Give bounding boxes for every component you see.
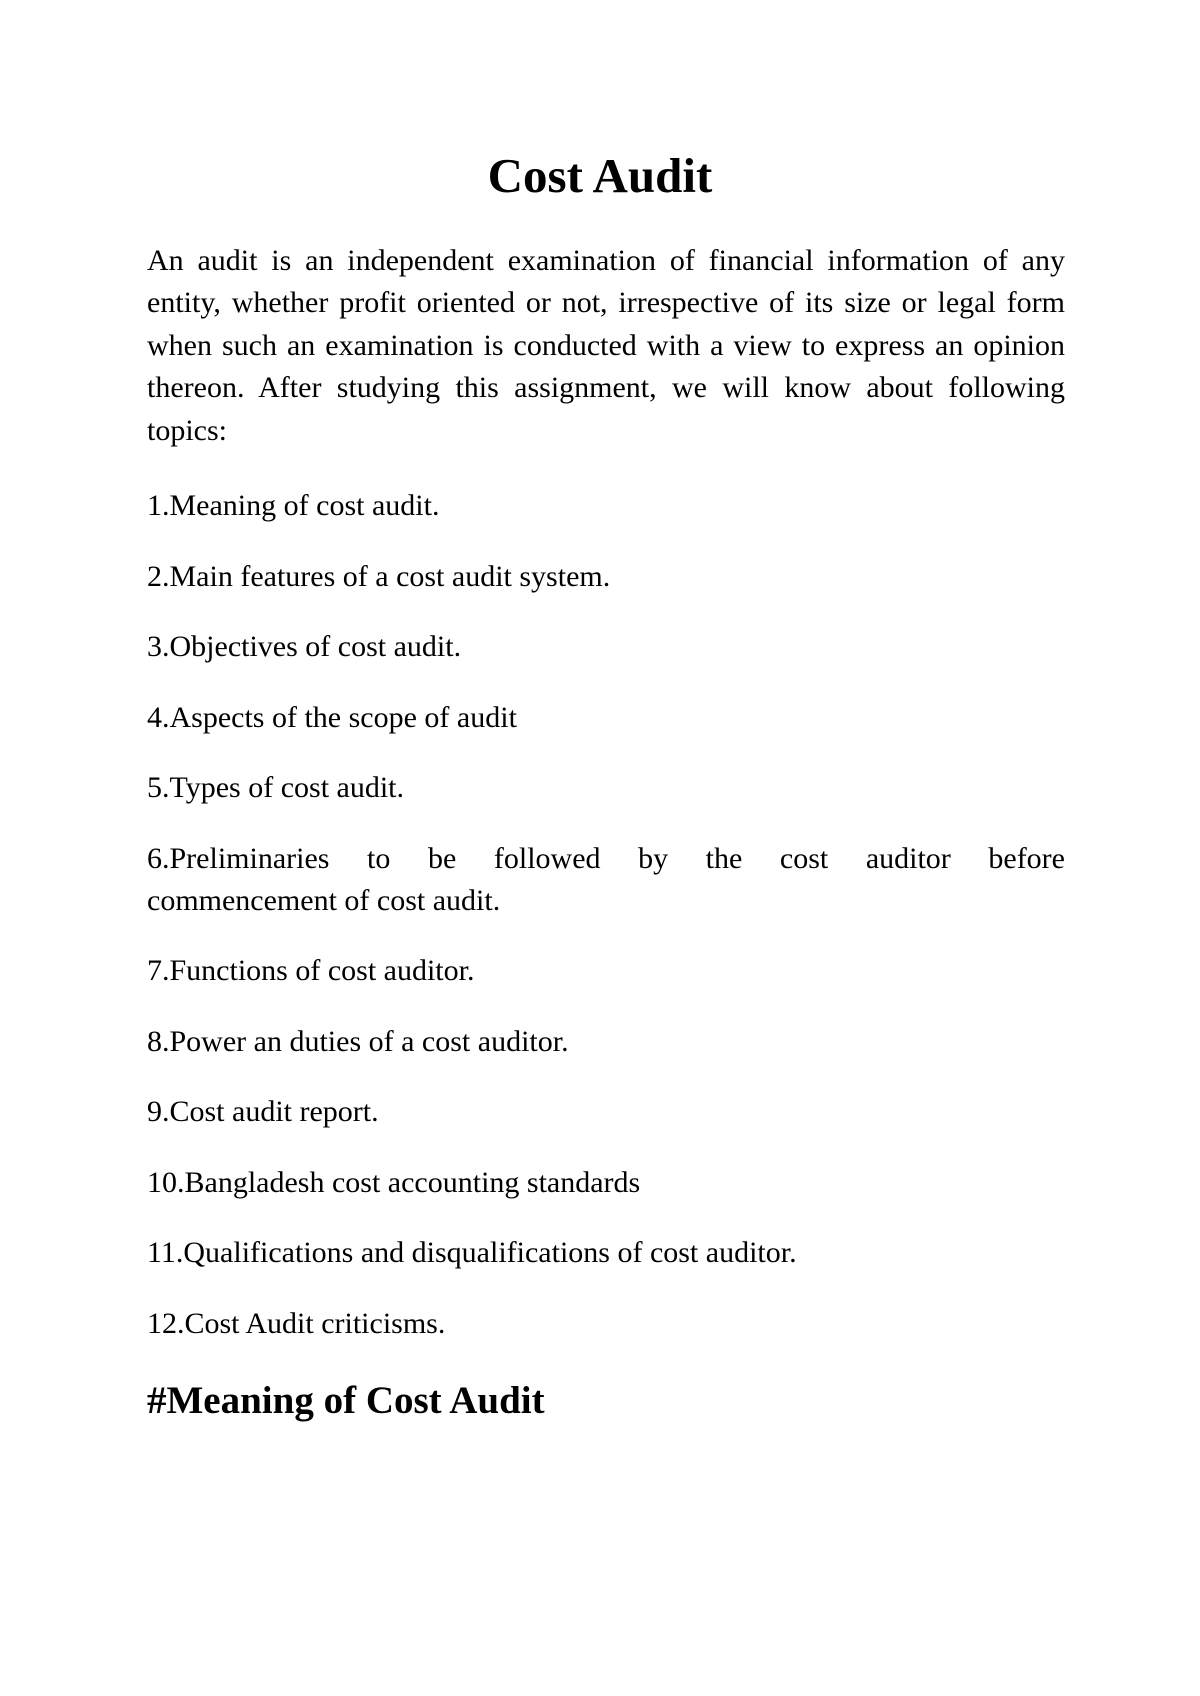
- topic-item-5: 5.Types of cost audit.: [147, 771, 405, 804]
- intro-paragraph: An audit is an independent examination of financial information of any entity, whether profit oriented or not, irrespective of its size or legal form when such an examination is conducted with a view to express an opinion thereon. After studying this assignment, we will know about following topics:: [147, 244, 1065, 447]
- topic-item-6-line-2: commencement of cost audit.: [147, 884, 501, 917]
- topic-item-12: 12.Cost Audit criticisms.: [147, 1307, 446, 1340]
- topic-item-3: 3.Objectives of cost audit.: [147, 630, 462, 663]
- topic-item-9: 9.Cost audit report.: [147, 1095, 379, 1128]
- topic-item-7: 7.Functions of cost auditor.: [147, 954, 475, 987]
- topic-item-1: 1.Meaning of cost audit.: [147, 489, 440, 522]
- page-title: Cost Audit: [487, 148, 713, 203]
- topic-item-4: 4.Aspects of the scope of audit: [147, 701, 517, 734]
- topic-item-11: 11.Qualifications and disqualifications of cost auditor.: [147, 1236, 797, 1269]
- section-heading: #Meaning of Cost Audit: [147, 1379, 545, 1422]
- topic-item-2: 2.Main features of a cost audit system.: [147, 560, 611, 593]
- topic-item-8: 8.Power an duties of a cost auditor.: [147, 1025, 569, 1058]
- topic-item-10: 10.Bangladesh cost accounting standards: [147, 1166, 641, 1199]
- topic-item-6-line-1: 6.Preliminaries to be followed by the cost auditor before: [147, 842, 1065, 875]
